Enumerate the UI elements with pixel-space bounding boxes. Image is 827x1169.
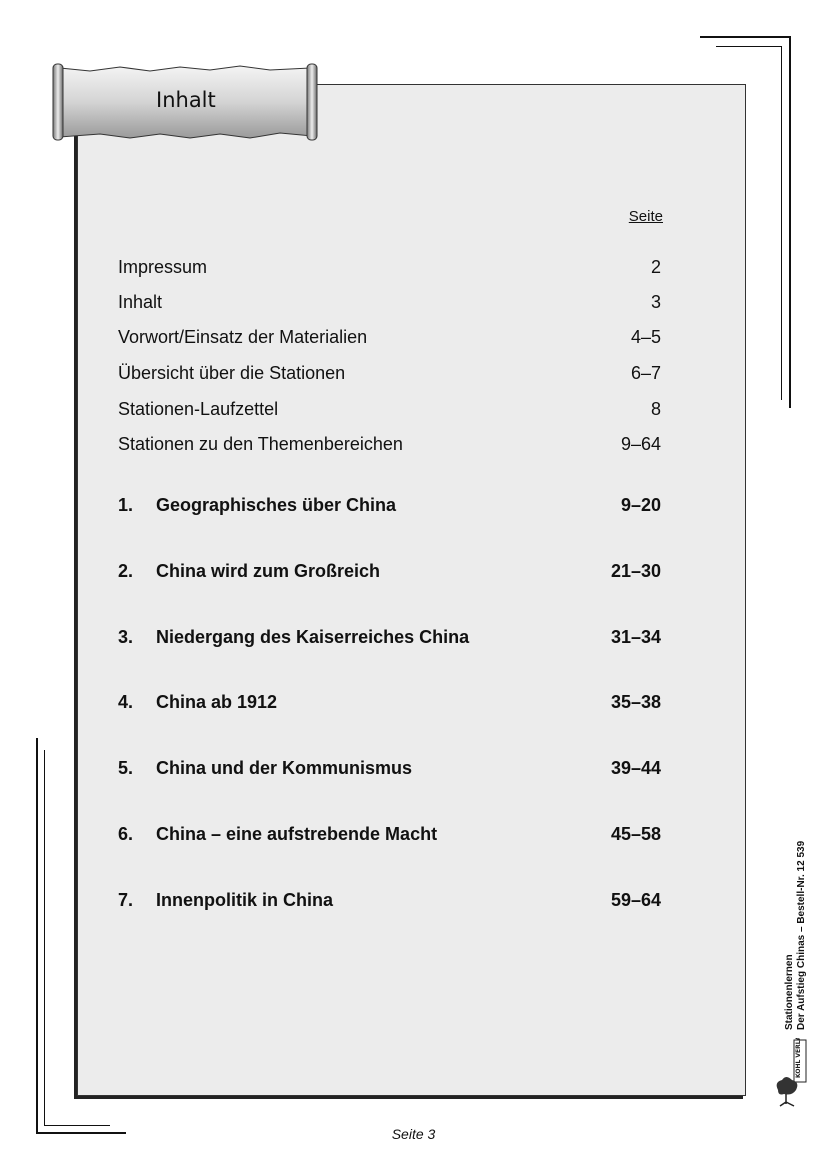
page-number-footer: Seite 3: [391, 1126, 436, 1142]
frame-bottom-left-v2: [44, 750, 45, 1126]
toc-section-pages: 35–38: [610, 692, 661, 712]
toc-section-title: China und der Kommunismus: [156, 758, 413, 778]
toc-section-number: 1.: [118, 495, 134, 515]
side-book-title-order-number: Der Aufstieg Chinas – Bestell-Nr. 12 539: [796, 840, 807, 1030]
toc-entry-label: Impressum: [118, 257, 208, 277]
toc-entry-label: Stationen zu den Themenbereichen: [118, 434, 403, 454]
toc-section-number: 2.: [118, 561, 134, 581]
toc-section-pages: 21–30: [610, 561, 661, 581]
toc-section-number: 5.: [118, 758, 134, 778]
toc-section-title: Geographisches über China: [156, 495, 397, 515]
toc-section-title: China wird zum Großreich: [156, 561, 381, 581]
toc-entry-label: Vorwort/Einsatz der Materialien: [118, 327, 368, 347]
toc-entry-label: Stationen-Laufzettel: [118, 399, 279, 419]
logo-text: KOHL VERLAG: [795, 1038, 802, 1078]
toc-section-number: 4.: [118, 692, 134, 712]
toc-section-pages: 45–58: [610, 824, 661, 844]
toc-entry-page: 9–64: [620, 434, 661, 454]
frame-top-right-v1: [789, 36, 791, 408]
toc-section-pages: 9–20: [620, 495, 661, 515]
toc-section-title: Niedergang des Kaiserreiches China: [156, 627, 470, 647]
toc-section-number: 7.: [118, 890, 134, 910]
title-scroll-banner: [50, 62, 320, 142]
frame-top-right-v2: [781, 46, 782, 400]
toc-entry-label: Übersicht über die Stationen: [118, 363, 346, 383]
toc-section-pages: 59–64: [610, 890, 661, 910]
frame-bottom-left-v1: [36, 738, 38, 1134]
toc-entry-page: 8: [650, 399, 661, 419]
toc-page-column-header: Seite: [628, 208, 663, 225]
side-series-title: Stationenlernen: [784, 954, 795, 1030]
page-title: Inhalt: [156, 88, 216, 112]
content-panel: [77, 84, 746, 1096]
toc-section-number: 3.: [118, 627, 134, 647]
toc-section-number: 6.: [118, 824, 134, 844]
toc-entry-label: Inhalt: [118, 292, 163, 312]
toc-section-title: China – eine aufstrebende Macht: [156, 824, 438, 844]
frame-top-right-h2: [716, 46, 782, 47]
toc-section-title: Innenpolitik in China: [156, 890, 333, 910]
toc-entry-page: 4–5: [630, 327, 661, 347]
toc-section-pages: 31–34: [610, 627, 661, 647]
toc-entry-page: 6–7: [630, 363, 661, 383]
toc-section-title: China ab 1912: [156, 692, 278, 712]
toc-entry-page: 2: [650, 257, 661, 277]
frame-top-right-h1: [700, 36, 790, 38]
publisher-logo: [772, 1038, 812, 1108]
toc-entry-page: 3: [650, 292, 661, 312]
toc-section-pages: 39–44: [610, 758, 661, 778]
